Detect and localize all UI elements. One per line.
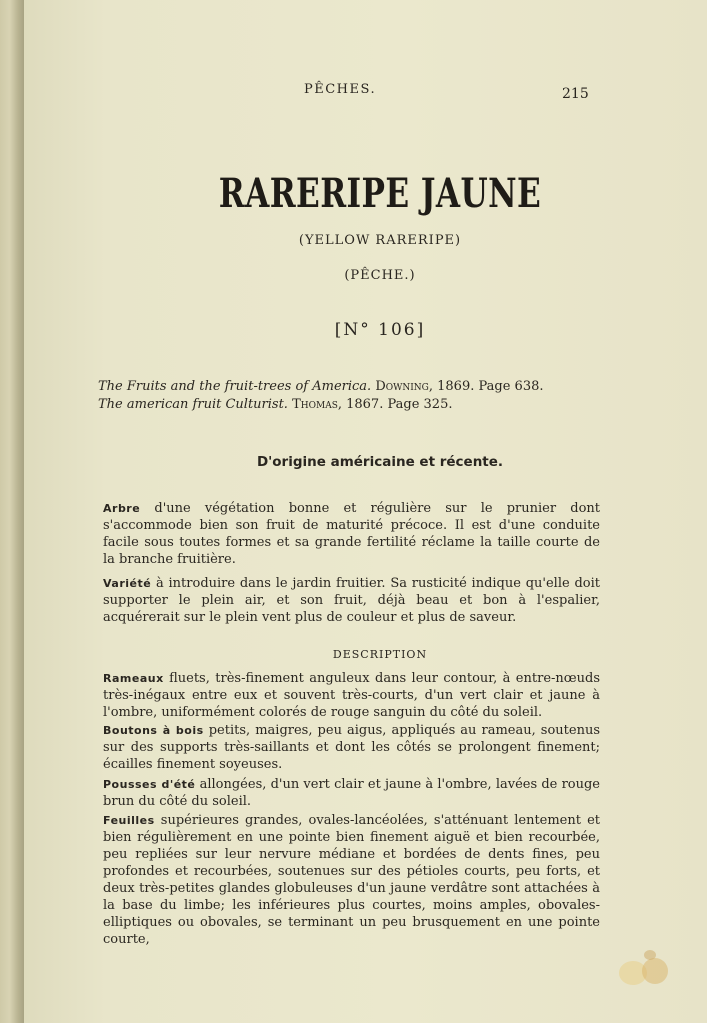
description-heading: DESCRIPTION (332, 648, 428, 661)
fruit-watermark-icon (605, 935, 685, 995)
reference-line (98, 379, 544, 394)
fruit-type: (PÊCHE.) (344, 268, 416, 283)
page-title: RARERIPE JAUNE (218, 170, 542, 217)
paragraph-pousses (103, 776, 600, 810)
paragraph-feuilles (103, 812, 600, 948)
book-spine-edge (0, 0, 24, 1023)
origin-statement: D'origine américaine et récente. (256, 454, 504, 470)
paragraph-text: à introduire dans le jardin fruitier. Sa rusticité indique qu'elle doit supporter le plein air, et son fruit, déjà beau et bon à l'espalier, acquérerait sur le plein vent plus de couleur et plus de saveur. (103, 576, 600, 625)
paragraph-arbre (103, 500, 600, 568)
reference-detail: , 1867. Page 325. (337, 397, 453, 412)
paragraph-lead: Boutons à bois (103, 724, 204, 737)
paragraph-text: d'une végétation bonne et régulière sur le prunier dont s'accommode bien son fruit de maturité précoce. Il est d'une conduite facile sous toutes formes et sa grande fertilité réclame la taille courte de la branche fruitière. (103, 501, 600, 567)
entry-number: [N° 106] (334, 320, 426, 340)
paragraph-boutons (103, 722, 600, 773)
paragraph-rameaux (103, 670, 600, 721)
english-name: (YELLOW RARERIPE) (298, 233, 462, 248)
paragraph-lead: Variété (103, 577, 152, 590)
paragraph-variete (103, 575, 600, 626)
reference-author: Thomas (292, 397, 338, 412)
paragraph-text: supérieures grandes, ovales-lancéolées, s'atténuant lentement et bien régulièrement en une pointe bien finement aiguë et bien recourbée, peu repliées sur leur nervure médiane et bordées de dents fines, peu profondes et recourbées, soutenues sur des pétioles courts, peu forts, et deux très-petites glandes globuleuses d'un jaune verdâtre sont attachées à la base du limbe; les inférieures plus courtes, moins amples, obovales-elliptiques ou obovales, se terminant un peu brusquement en une pointe courte, (103, 813, 600, 947)
reference-work: The american fruit Culturist. (98, 397, 288, 412)
reference-line (98, 397, 452, 412)
paragraph-lead: Feuilles (103, 814, 155, 827)
paragraph-lead: Pousses d'été (103, 778, 196, 791)
reference-work: The Fruits and the fruit-trees of America. (98, 379, 372, 394)
paragraph-text: fluets, très-finement anguleux dans leur contour, à entre-nœuds très-inégaux entre eux et souvent très-courts, d'un vert clair et jaune à l'ombre, uniformément colorés de rouge sanguin du côté du soleil. (103, 671, 600, 720)
reference-author: Downing (375, 379, 429, 394)
reference-detail: , 1869. Page 638. (428, 379, 544, 394)
paragraph-lead: Arbre (103, 502, 141, 515)
paragraph-lead: Rameaux (103, 672, 164, 685)
running-head: PÊCHES. (304, 82, 377, 97)
paragraph-text: petits, maigres, peu aigus, appliqués au rameau, soutenus sur des supports très-saillants et dont les côtés se prolongent finement; écailles finement soyeuses. (103, 723, 600, 772)
paragraph-text: allongées, d'un vert clair et jaune à l'ombre, lavées de rouge brun du côté du soleil. (103, 777, 600, 809)
page-number: 215 (562, 86, 589, 102)
